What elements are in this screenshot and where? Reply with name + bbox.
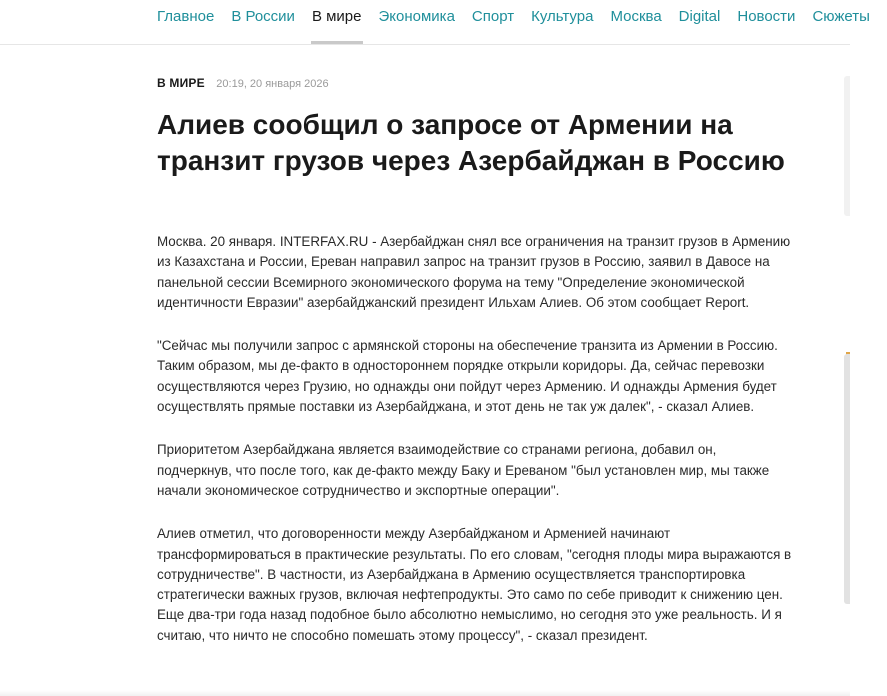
article-paragraph: "Сейчас мы получили запрос с армянской стороны на обеспечение транзита из Армении в Россию. Таким образом, мы де-факто в одностороннем порядке открыли коридоры. Да, сейчас перевозки осуществляются через Грузию, но однажды они пойдут через Армению. И однажды Армения будет осуществлять прямые поставки из Азербайджана, и этот день не так уж далек", - сказал Алиев. [157, 338, 778, 415]
nav-item-stories[interactable]: Сюжеты [812, 8, 870, 25]
side-card-edge[interactable] [844, 354, 850, 604]
page-bottom-fade [0, 690, 850, 696]
side-banner-edge[interactable] [844, 76, 850, 216]
article-headline: Алиев сообщил о запросе от Армении на транзит грузов через Азербайджан в Россию [157, 109, 785, 176]
nav-item-moscow[interactable]: Москва [610, 8, 662, 25]
nav-item-digital[interactable]: Digital [678, 8, 721, 25]
nav-item-economy[interactable]: Экономика [378, 8, 455, 25]
nav-item-world[interactable]: В мире [312, 0, 362, 44]
nav-item-main[interactable]: Главное [157, 8, 215, 25]
rubric-link[interactable]: В МИРЕ [157, 76, 205, 90]
article-paragraph: Приоритетом Азербайджана является взаимодействие со странами региона, добавил он, подчеркнув, что после того, как де-факто между Баку и Ереваном "был установлен мир, мы также начали экономическое сотрудничество и экспортные операции". [157, 442, 770, 498]
publish-date: 20:19, 20 января 2026 [216, 78, 329, 90]
top-navigation [0, 0, 870, 45]
article-body [157, 232, 792, 669]
nav-list [157, 0, 887, 44]
article-paragraph: Москва. 20 января. INTERFAX.RU - Азербайджан снял все ограничения на транзит грузов в Армению из Казахстана и России, Ереван направил запрос на транзит грузов в Россию, заявил в Давосе на панельной сессии Всемирного экономического форума на тему "Определение экономической идентичности Евразии" азербайджанский президент Ильхам Алиев. Об этом сообщает Report. [157, 234, 791, 310]
nav-item-russia[interactable]: В России [231, 8, 295, 25]
nav-item-sport[interactable]: Спорт [471, 8, 515, 25]
nav-item-culture[interactable]: Культура [531, 8, 594, 25]
nav-item-news[interactable]: Новости [737, 8, 796, 25]
article-paragraph: Алиев отметил, что договоренности между Азербайджаном и Арменией начинают трансформироваться в практические результаты. По его словам, "сегодня плоды мира выражаются в сотрудничестве". В частности, из Азербайджана в Армению осуществляется транспортировка стратегически важных грузов, включая нефтепродукты. Это само по себе приводит к снижению цен. Еще два-три года назад подобное было абсолютно немыслимо, но сегодня это уже реальность. И я считаю, что ничто не способно помешать этому процессу", - сказал президент. [157, 526, 792, 643]
article-meta [157, 75, 329, 91]
